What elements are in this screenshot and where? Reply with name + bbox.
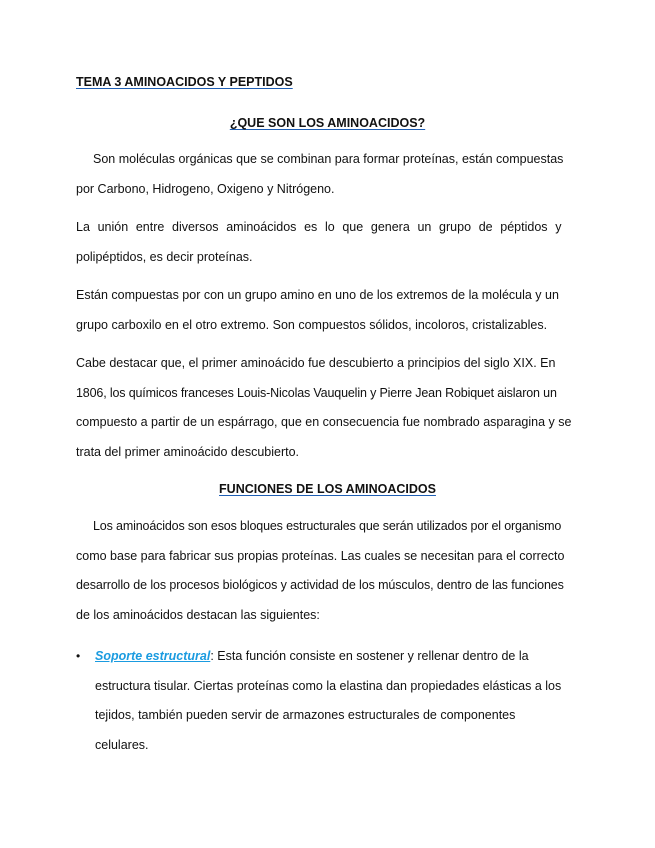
funciones-bullet-list [76, 642, 579, 760]
bullet-first-line [95, 642, 579, 672]
paragraph-line: trata del primer aminoácido descubierto. [76, 444, 300, 459]
section-heading-que-son: ¿QUE SON LOS AMINOACIDOS? [229, 116, 426, 130]
paragraph-line: desarrollo de los procesos biológicos y actividad de los músculos, dentro de las funciones [76, 578, 564, 592]
paragraph-line: polipéptidos, es decir proteínas. [76, 249, 253, 264]
paragraph-funciones [76, 512, 579, 630]
paragraph-composicion [76, 281, 579, 340]
paragraph-line: grupo carboxilo en el otro extremo. Son compuestos sólidos, incoloros, cristalizables. [76, 317, 548, 332]
paragraph-line: de los aminoácidos destacan las siguientes: [76, 607, 320, 622]
paragraph-line: Los aminoácidos son esos bloques estructurales que serán utilizados por el organismo [93, 519, 562, 533]
paragraph-line: Son moléculas orgánicas que se combinan para formar proteínas, están compuestas [93, 152, 564, 166]
bullet-marker: • [76, 649, 81, 663]
paragraph-union [76, 213, 579, 272]
paragraph-line: La unión entre diversos aminoácidos es lo que genera un grupo de péptidos y [76, 220, 562, 234]
bullet-line: estructura tisular. Ciertas proteínas como la elastina dan propiedades elásticas a los [95, 678, 562, 693]
paragraph-historia [76, 349, 579, 467]
paragraph-line: compuesto a partir de un espárrago, que en consecuencia fue nombrado asparagina y se [76, 415, 572, 429]
paragraph-line: Están compuestas por con un grupo amino en uno de los extremos de la molécula y un [76, 288, 559, 302]
term-separator: : [210, 649, 214, 663]
bullet-line: celulares. [95, 737, 149, 752]
paragraph-definicion [76, 145, 579, 204]
soporte-estructural-link[interactable]: Soporte estructural [95, 649, 211, 663]
document-title: TEMA 3 AMINOACIDOS Y PEPTIDOS [76, 75, 293, 89]
paragraph-line: como base para fabricar sus propias proteínas. Las cuales se necesitan para el correcto [76, 548, 565, 563]
section-heading-funciones: FUNCIONES DE LOS AMINOACIDOS [219, 482, 436, 496]
bullet-line: Esta función consiste en sostener y rellenar dentro de la [213, 649, 529, 663]
paragraph-line: por Carbono, Hidrogeno, Oxigeno y Nitrógeno. [76, 181, 335, 196]
bullet-soporte-estructural [76, 642, 579, 760]
bullet-line: tejidos, también pueden servir de armazones estructurales de componentes [95, 708, 516, 722]
paragraph-line: Cabe destacar que, el primer aminoácido fue descubierto a principios del siglo XIX. En [76, 356, 556, 370]
paragraph-line: 1806, los químicos franceses Louis-Nicolas Vauquelin y Pierre Jean Robiquet aislaron un [76, 385, 557, 400]
